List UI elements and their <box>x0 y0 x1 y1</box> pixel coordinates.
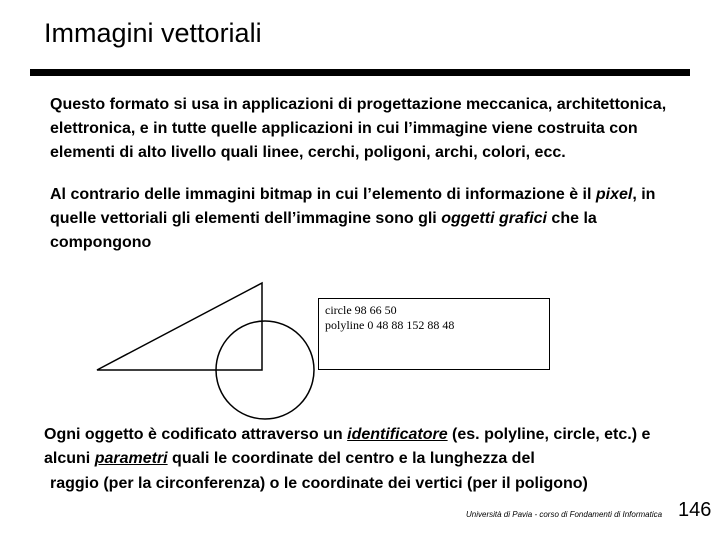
p2-text-3: che la compongono <box>50 210 597 251</box>
parametri-term: parametri <box>94 450 168 467</box>
p3-text-1: Ogni oggetto è codificato attraverso un <box>44 426 348 443</box>
p3-text-3: quali le coordinate del centro e la lunghezza del <box>167 450 535 467</box>
identificatore-term: identificatore <box>347 426 448 443</box>
code-line-circle: circle 98 66 50 <box>325 303 397 317</box>
p2-text-1: Al contrario delle immagini bitmap in cui l’elemento di informazione è il <box>50 186 596 203</box>
paragraph-intro: Questo formato si usa in applicazioni di progettazione meccanica, architettonica, elettronica, e in tutte quelle applicazioni in cui l’immagine viene costruita con elementi di alto livello quali linee, cerchi, poligoni, archi, colori, ecc. <box>50 96 667 161</box>
triangle-shape <box>97 283 262 370</box>
p3-text-2: (es. polyline, circle, etc.) e alcuni <box>44 426 651 467</box>
p2-text-2: , in quelle vettoriali gli elementi dell’immagine sono gli <box>50 186 656 227</box>
code-line-polyline: polyline 0 48 88 152 88 48 <box>325 318 455 332</box>
footer-text: Università di Pavia - corso di Fondamenti di Informatica <box>466 510 663 519</box>
page-number: 146 <box>678 499 712 521</box>
paragraph-radius: raggio (per la circonferenza) o le coordinate dei vertici (per il poligono) <box>50 475 588 492</box>
oggetti-grafici-term: oggetti grafici <box>441 210 547 227</box>
paragraph-encoding <box>44 423 694 471</box>
code-box <box>318 298 550 370</box>
slide-title: Immagini vettoriali <box>44 18 262 48</box>
pixel-term: pixel <box>595 186 633 203</box>
